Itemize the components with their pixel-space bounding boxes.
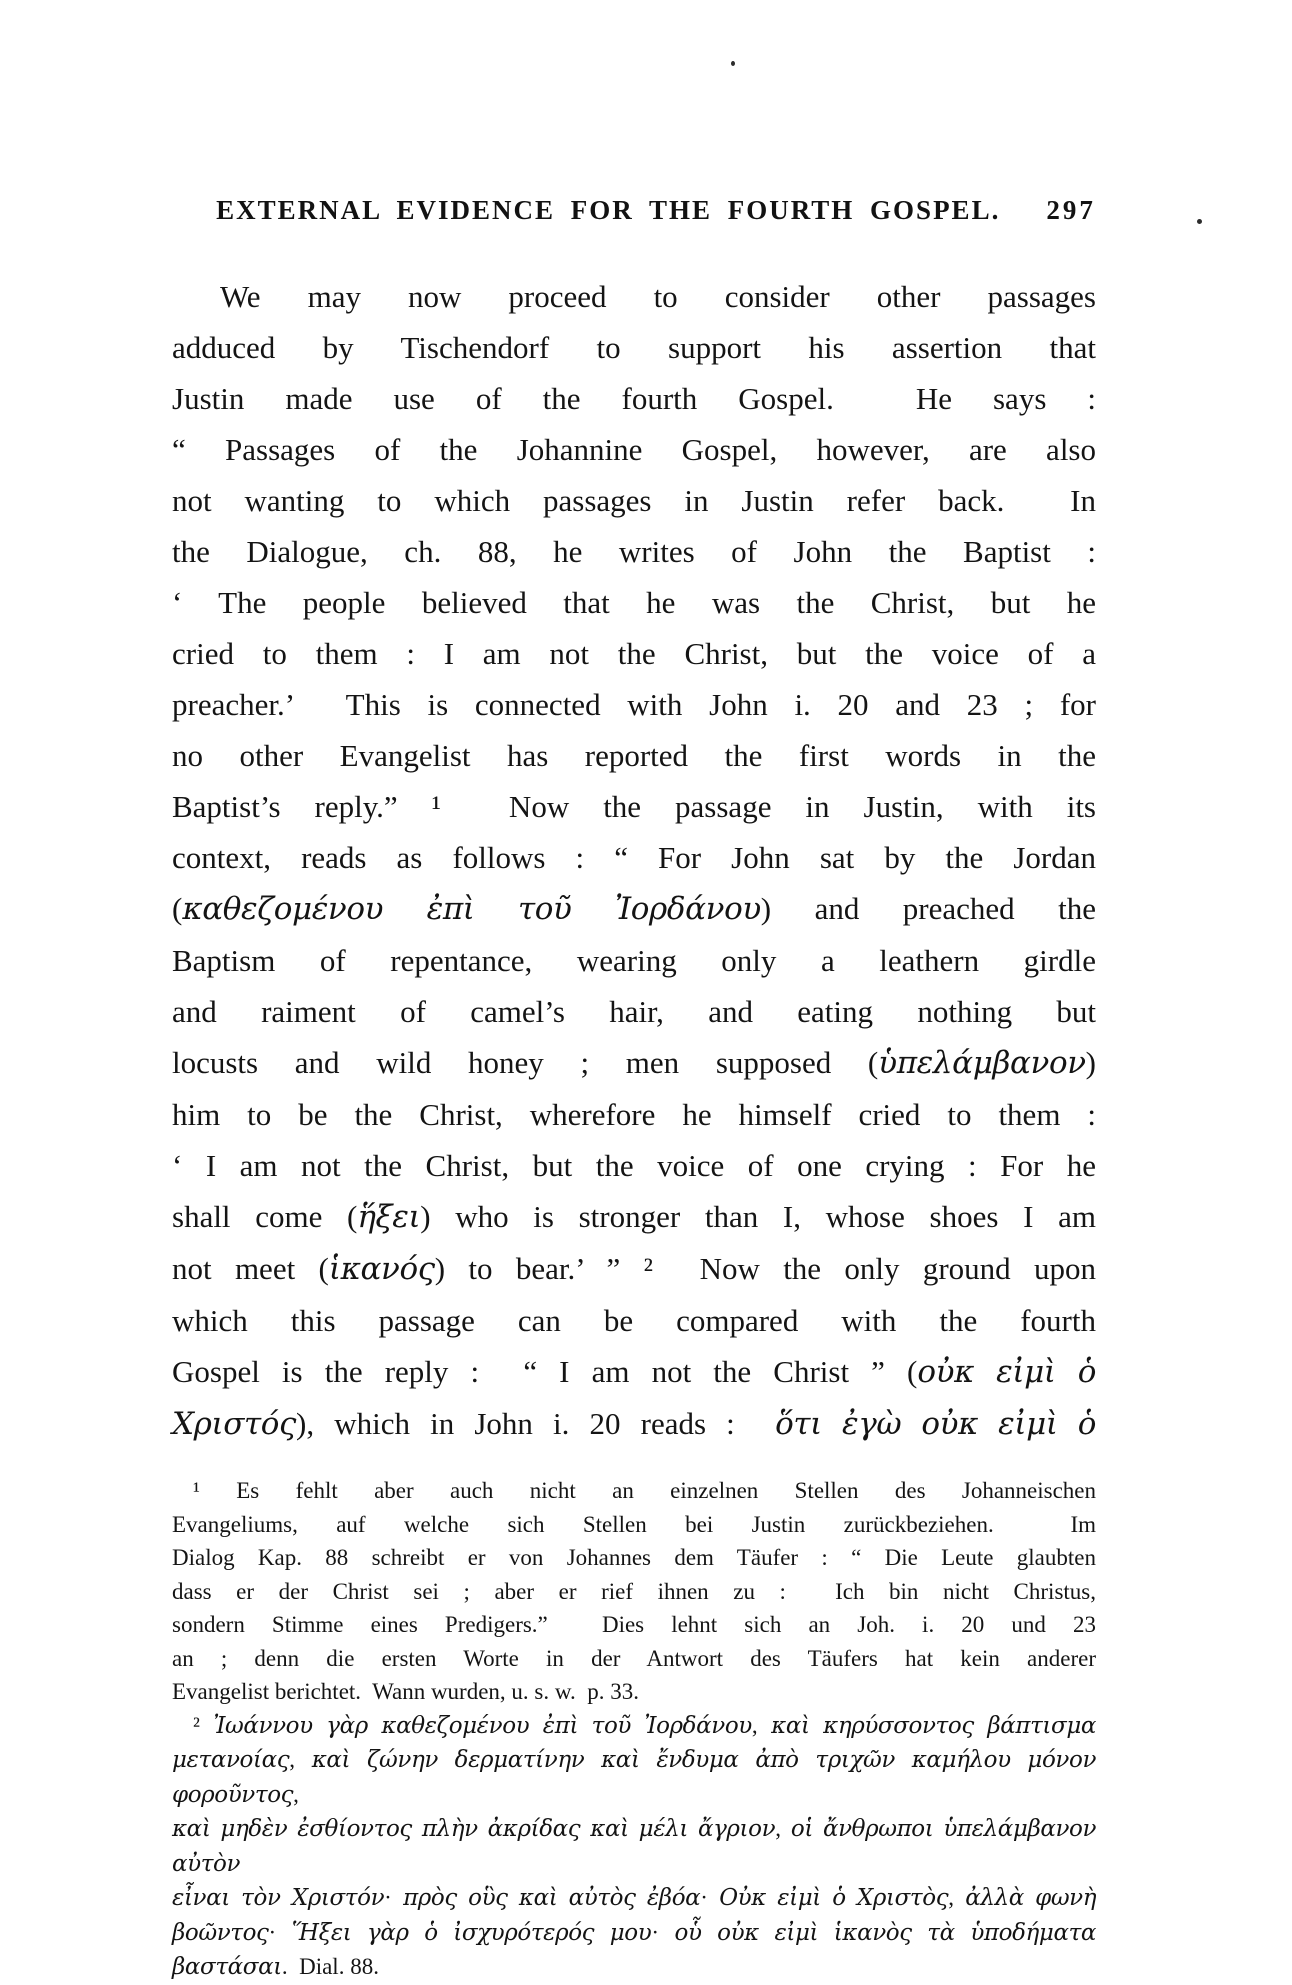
greek-text: μηδὲν [220,1816,288,1842]
greek-text: καὶ [590,1816,629,1842]
text-line: not wanting to which passages in Justin refer back. In [172,483,1096,518]
text-line: him to be the Christ, wherefore he himself cried to them : [172,1097,1096,1132]
greek-text: ἐπὶ [426,891,475,927]
text-line: and raiment of camel’s hair, and eating nothing but [172,994,1096,1029]
footnotes-section [172,1474,1096,1985]
text-line: Gospel is the reply : “ I am not the Christ ” (οὐκ εἰμὶ ὁ [172,1354,1096,1390]
text-line: Dialog Kap. 88 schreibt er von Johannes dem Täufer : “ Die Leute glaubten [172,1545,1096,1570]
text-line: εἶναι τὸν Χριστόν· πρὸς οὓς καὶ αὐτὸς ἐβόα· Οὐκ εἰμὶ ὁ Χριστὸς, ἀλλὰ φωνὴ [172,1885,1097,1911]
greek-text: Ἰορδάνου [644,1712,752,1739]
greek-text: ὑπελάμβανον [943,1816,1097,1842]
text-line: Evangelist berichtet. Wann wurden, u. s. w. p. 33. [172,1679,639,1704]
greek-text: ἱκανὸς [833,1919,912,1946]
scan-speck [731,61,735,66]
greek-text: πρὸς [403,1885,457,1911]
text-line: Χριστός), which in John i. 20 reads : ὅτι ἐγὼ οὐκ εἰμὶ ὁ [172,1406,1097,1442]
greek-text: καὶ [601,1747,640,1773]
text-line: “ Passages of the Johannine Gospel, however, are also [172,432,1096,467]
greek-text: δερματίνην [454,1747,585,1773]
greek-text: βαστάσαι [172,1954,282,1980]
greek-text: οὐκ [717,1919,759,1946]
text-line: cried to them : I am not the Christ, but the voice of a [172,636,1096,671]
greek-text: καὶ [311,1747,351,1773]
page-header [194,192,1118,228]
text-line: adduced by Tischendorf to support his assertion that [172,330,1096,365]
greek-text: μέλι [638,1816,688,1842]
greek-text: ἐπὶ [542,1712,579,1739]
greek-text: γὰρ [367,1919,409,1946]
running-title: EXTERNAL EVIDENCE FOR THE FOURTH GOSPEL. [216,195,1001,225]
greek-text: ὁ [1077,1406,1097,1442]
greek-text: μου [609,1919,652,1946]
greek-text: τὸν [241,1885,281,1911]
text-line: Baptist’s reply.” ¹ Now the passage in Justin, with its [172,789,1096,824]
greek-text: εἰμὶ [996,1354,1056,1390]
greek-text: φοροῦντος [172,1781,294,1808]
greek-text: εἰμὶ [998,1406,1058,1442]
text-line: the Dialogue, ch. 88, he writes of John the Baptist : [172,534,1096,569]
scan-speck [1197,219,1202,224]
footnote-2 [172,1709,1096,1985]
greek-text: καμήλου [911,1747,1011,1773]
footnote-1 [172,1474,1096,1709]
greek-text: εἰμὶ [777,1885,821,1911]
greek-text: καὶ [172,1816,211,1842]
greek-text: οὗ [674,1919,702,1946]
text-line: Baptism of repentance, wearing only a leathern girdle [172,943,1096,978]
page-number: 297 [1046,195,1096,225]
greek-text: ἄνθρωποι [822,1816,934,1842]
text-line: We may now proceed to consider other passages [220,279,1096,314]
text-line: Evangeliums, auf welche sich Stellen bei Justin zurückbeziehen. Im [172,1511,1096,1537]
greek-text: Οὐκ [719,1885,766,1911]
greek-text: καὶ [518,1885,558,1911]
text-line: Justin made use of the fourth Gospel. He says : [172,381,1096,416]
greek-text: φωνὴ [1035,1885,1097,1911]
greek-text: ἐσθίοντος [297,1816,412,1842]
greek-text: ἀκρίδας [487,1816,581,1842]
text-line: ‘ The people believed that he was the Christ, but he [172,585,1096,620]
text-line: ¹ Es fehlt aber auch nicht an einzelnen Stellen des Johanneischen [193,1478,1096,1503]
text-line: locusts and wild honey ; men supposed (ὑπελάμβανον) [172,1045,1096,1081]
text-line: no other Evangelist has reported the first words in the [172,738,1096,773]
greek-text: τοῦ [591,1712,631,1739]
greek-text: οἱ [790,1816,813,1842]
text-line: καὶ μηδὲν ἐσθίοντος πλὴν ἀκρίδας καὶ μέλι ἄγριον, οἱ ἄνθρωποι ὑπελάμβανον αὐτὸν [172,1816,1097,1877]
greek-text: ζώνην [366,1747,438,1773]
body-paragraph [172,271,1096,1450]
greek-text: καὶ [771,1712,810,1739]
greek-text: ἀλλὰ [965,1885,1024,1911]
text-line: not meet (ἱκανός) to bear.’ ” ² Now the only ground upon [172,1251,1096,1287]
greek-text: Χριστός [172,1406,296,1442]
greek-text: οὐκ [921,1406,979,1442]
text-line: which this passage can be compared with the fourth [172,1303,1096,1338]
text-line: ‘ I am not the Christ, but the voice of one crying : For he [172,1148,1096,1183]
greek-text: Χριστόν [291,1885,385,1911]
greek-text: Ἰορδάνου [614,891,761,927]
text-line: preacher.’ This is connected with John i. 20 and 23 ; for [172,687,1096,722]
greek-text: εἶναι [172,1885,230,1911]
text-line: an ; denn die ersten Worte in der Antwort des Täufers hat kein anderer [172,1645,1096,1671]
greek-text: ἔνδυμα [656,1747,739,1773]
greek-text: καθεζομένου [182,891,384,927]
text-line: dass er der Christ sei ; aber er rief ihnen zu : Ich bin nicht Christus, [172,1578,1096,1604]
greek-text: καθεζομένου [381,1712,530,1739]
greek-text: γὰρ [326,1712,368,1739]
greek-text: οὓς [468,1885,508,1911]
greek-text: ἀπὸ [755,1747,799,1773]
greek-text: ὁ [424,1919,438,1946]
greek-text: εἰμὶ [774,1919,819,1946]
greek-text: ὑποδήματα [970,1919,1097,1946]
greek-text: ἰσχυρότερός [453,1919,595,1946]
greek-text: Ἥξει [291,1919,352,1946]
text-line: μετανοίας, καὶ ζώνην δερματίνην καὶ ἔνδυμα ἀπὸ τριχῶν καμήλου μόνον φοροῦντος, [172,1747,1097,1808]
greek-text: βάπτισμα [987,1712,1097,1739]
text-line: βοῶντος· Ἥξει γὰρ ὁ ἰσχυρότερός μου· οὗ οὐκ εἰμὶ ἱκανὸς τὰ ὑποδήματα [172,1919,1097,1946]
greek-text: ὑπελάμβανον [878,1045,1086,1081]
greek-text: ἐβόα [646,1885,701,1911]
greek-text: ἱκανός [328,1251,435,1287]
greek-text: τοῦ [518,891,572,927]
text-line: βαστάσαι. Dial. 88. [172,1954,379,1980]
greek-text: Ἰωάννου [213,1712,313,1739]
greek-text: οὐκ [917,1354,975,1390]
greek-text: ἄγριον [697,1816,776,1842]
greek-text: Χριστὸς [856,1885,949,1911]
text-line: (καθεζομένου ἐπὶ τοῦ Ἰορδάνου) and preached the [172,891,1097,927]
text-line: context, reads as follows : “ For John sat by the Jordan [172,840,1096,875]
greek-text: ὅτι [775,1406,822,1442]
greek-text: ὁ [1077,1354,1096,1390]
greek-text: πλὴν [421,1816,478,1842]
greek-text: τὰ [927,1919,955,1946]
greek-text: αὐτὸν [172,1850,241,1877]
greek-text: μετανοίας [172,1747,290,1773]
greek-text: μόνον [1027,1747,1097,1773]
greek-text: αὐτὸς [568,1885,636,1911]
greek-text: ἐγὼ [841,1406,902,1442]
text-line: ² Ἰωάννου γὰρ καθεζομένου ἐπὶ τοῦ Ἰορδάνου, καὶ κηρύσσοντος βάπτισμα [193,1712,1097,1739]
greek-text: βοῶντος [172,1919,269,1946]
greek-text: κηρύσσοντος [823,1712,974,1739]
text-line: sondern Stimme eines Predigers.” Dies lehnt sich an Joh. i. 20 und 23 [172,1612,1096,1637]
greek-text: ἥξει [357,1199,421,1235]
greek-text: ὁ [832,1885,846,1911]
greek-text: τριχῶν [815,1747,895,1773]
text-line: shall come (ἥξει) who is stronger than I, whose shoes I am [172,1199,1096,1235]
